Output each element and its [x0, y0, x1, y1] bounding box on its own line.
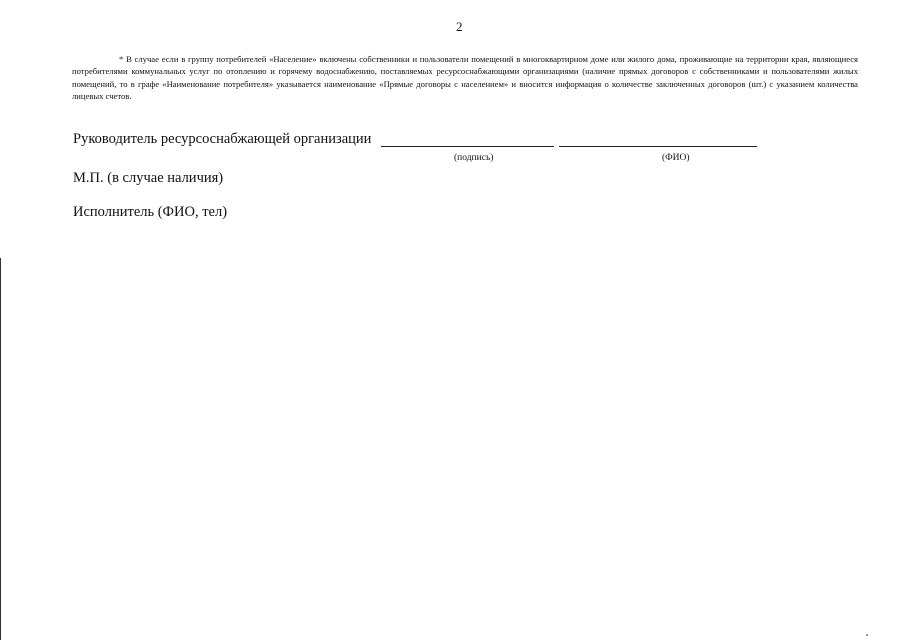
stamp-label: М.П. (в случае наличия) — [73, 170, 224, 186]
head-signature-label: Руководитель ресурсоснабжающей организации — [73, 131, 372, 147]
signature-line — [381, 146, 554, 147]
name-caption: (ФИО) — [662, 153, 690, 163]
scan-edge-line — [0, 258, 1, 640]
footnote-text: * В случае если в группу потребителей «Население» включены собственники и пользователи помещений в многоквартирном доме или жилого дома, проживающие на территории края, являющиеся потребителями коммунальных услуг по отоплению и горячему водоснабжению, поставляемых ресурсоснабжающими организациями (наличие прямых договоров с собственниками и пользователями жилых помещений, то в графе «Наименование потребителя» указывается наименование «Прямые договоры с населением» и вносится информация о количестве заключенных договоров (шт.) с указанием количества лицевых счетов. — [72, 53, 858, 102]
signature-caption: (подпись) — [454, 153, 494, 163]
scan-speck — [866, 634, 868, 636]
page-number: 2 — [456, 19, 463, 34]
executor-label: Исполнитель (ФИО, тел) — [73, 204, 228, 220]
name-line — [559, 146, 757, 147]
